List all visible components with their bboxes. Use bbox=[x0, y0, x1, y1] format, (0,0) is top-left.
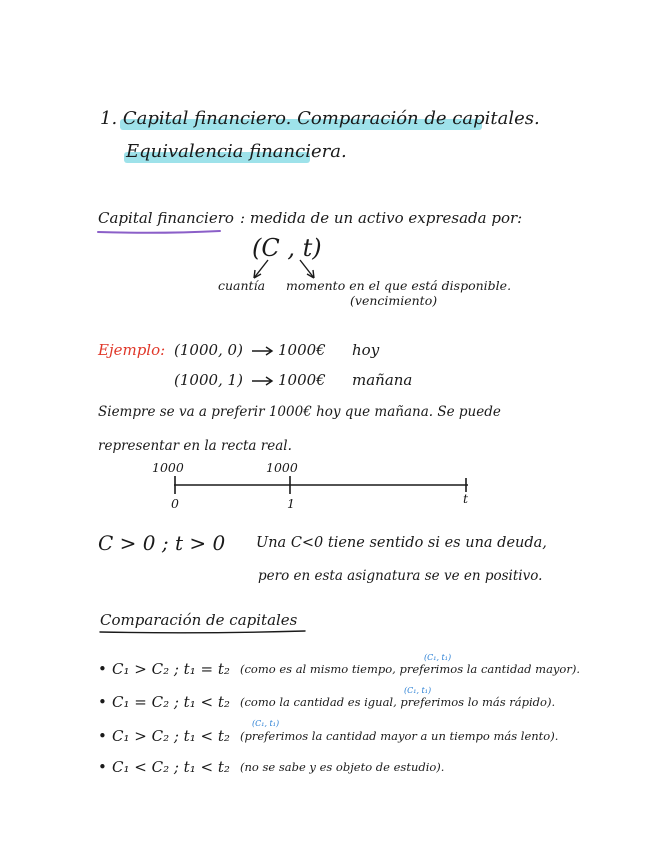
definition-term: Capital financiero bbox=[98, 209, 234, 227]
list-item-expression: C₁ < C₂ ; t₁ < t₂ bbox=[112, 758, 230, 776]
list-item-expression: C₁ = C₂ ; t₁ < t₂ bbox=[112, 693, 230, 711]
list-item-expression: C₁ > C₂ ; t₁ < t₂ bbox=[112, 727, 230, 745]
example-row1-pair: (1000, 0) bbox=[174, 341, 243, 359]
list-item-text: (como es al mismo tiempo, preferimos la cantidad mayor). bbox=[240, 662, 580, 676]
number-line-tick-0: 0 bbox=[171, 496, 179, 511]
label-amount: cuantía bbox=[218, 278, 266, 293]
example-row2-value: 1000€ bbox=[278, 371, 326, 389]
number-line-top-label-1: 1000 bbox=[266, 460, 298, 475]
label-maturity: (vencimiento) bbox=[350, 293, 438, 308]
number-line-top-label-0: 1000 bbox=[152, 460, 184, 475]
list-item-text: (preferimos la cantidad mayor a un tiempo más lento). bbox=[240, 729, 559, 743]
list-item-text: (como la cantidad es igual, preferimos lo más rápido). bbox=[240, 695, 556, 709]
definition-text: : medida de un activo expresada por: bbox=[240, 209, 523, 227]
arrow-to-amount bbox=[254, 260, 268, 278]
list-item-bullet: • bbox=[98, 660, 107, 678]
conditions-note-2: pero en esta asignatura se ve en positivo. bbox=[258, 568, 543, 584]
example-row2-pair: (1000, 1) bbox=[174, 371, 243, 389]
example-arrow-1 bbox=[252, 347, 272, 355]
number-line-tick-t: t bbox=[463, 491, 469, 506]
annotation-2: (C₁, t₁) bbox=[404, 686, 432, 695]
example-row1-value: 1000€ bbox=[278, 341, 326, 359]
example-sentence-1: Siempre se va a preferir 1000€ hoy que mañana. Se puede bbox=[98, 404, 501, 420]
annotation-1: (C₁, t₁) bbox=[424, 653, 452, 662]
example-label: Ejemplo: bbox=[98, 341, 166, 359]
list-item-bullet: • bbox=[98, 758, 107, 776]
arrow-to-moment bbox=[300, 260, 314, 278]
term-underline bbox=[98, 231, 220, 233]
list-item-text: (no se sabe y es objeto de estudio). bbox=[240, 760, 445, 774]
conditions-expression: C > 0 ; t > 0 bbox=[98, 531, 226, 555]
example-arrow-2 bbox=[252, 377, 272, 385]
number-line-tick-1: 1 bbox=[287, 496, 295, 511]
example-sentence-2: representar en la recta real. bbox=[98, 438, 292, 454]
heading-underline bbox=[100, 631, 305, 633]
example-row2-when: mañana bbox=[352, 371, 413, 389]
list-item-bullet: • bbox=[98, 727, 107, 745]
list-item-bullet: • bbox=[98, 693, 107, 711]
list-item-expression: C₁ > C₂ ; t₁ = t₂ bbox=[112, 660, 230, 678]
title-line-1: 1. Capital financiero. Comparación de capitales. bbox=[100, 108, 540, 129]
label-moment: momento en el que está disponible. bbox=[286, 278, 512, 293]
example-row1-when: hoy bbox=[352, 341, 380, 359]
capital-pair: (C , t) bbox=[252, 234, 322, 262]
annotation-3: (C₁, t₁) bbox=[252, 719, 280, 728]
comparison-heading: Comparación de capitales bbox=[100, 611, 298, 629]
title-line-2: Equivalencia financiera. bbox=[126, 141, 347, 162]
conditions-note-1: Una C<0 tiene sentido si es una deuda, bbox=[256, 535, 547, 551]
